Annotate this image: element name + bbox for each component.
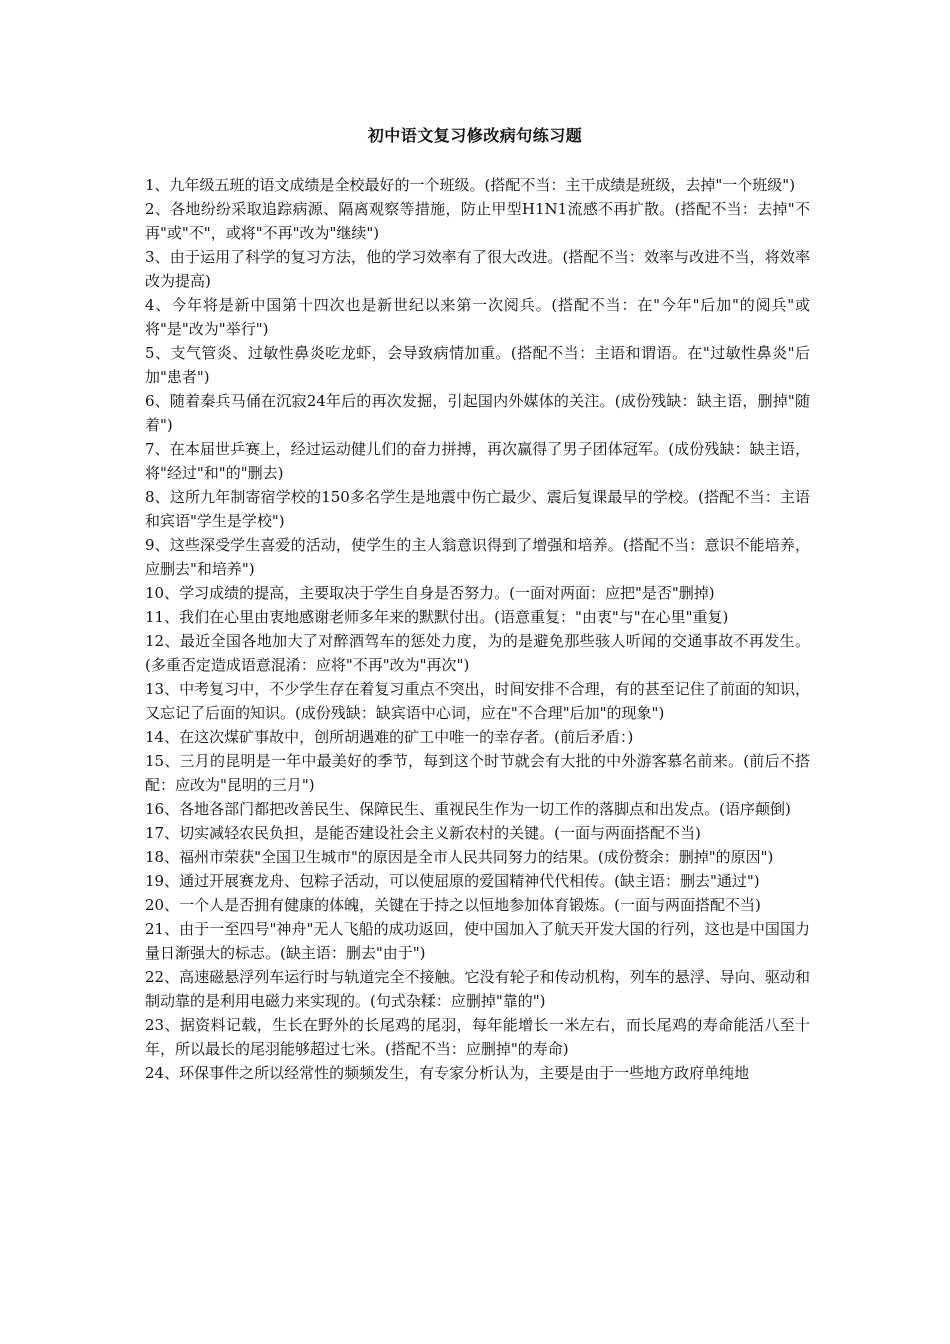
document-title: 初中语文复习修改病句练习题 (367, 126, 583, 145)
exercise-item: 19、通过开展赛龙舟、包粽子活动，可以使屈原的爱国精神代代相传。(缺主语：删去"通过") (145, 872, 760, 890)
exercise-item: 20、一个人是否拥有健康的体魄，关键在于持之以恒地参加体育锻炼。(一面与两面搭配不当) (145, 896, 761, 914)
exercise-item: 2、各地纷纷采取追踪病源、隔离观察等措施，防止甲型H1N1流感不再扩散。(搭配不当：去掉"不再"或"不"，或将"不再"改为"继续") (145, 200, 810, 242)
exercise-item: 17、切实减轻农民负担，是能否建设社会主义新农村的关键。(一面与两面搭配不当) (145, 824, 701, 842)
exercise-item: 16、各地各部门都把改善民生、保障民生、重视民生作为一切工作的落脚点和出发点。(语序颠倒) (145, 800, 791, 818)
exercise-item: 7、在本届世乒赛上，经过运动健儿们的奋力拼搏，再次赢得了男子团体冠军。(成份残缺：缺主语，将"经过"和"的"删去) (145, 440, 810, 482)
exercise-item: 18、福州市荣获"全国卫生城市"的原因是全市人民共同努力的结果。(成份赘余：删掉"的原因") (145, 848, 774, 866)
exercise-item: 15、三月的昆明是一年中最美好的季节，每到这个时节就会有大批的中外游客慕名前来。(前后不搭配：应改为"昆明的三月") (145, 752, 810, 794)
exercise-item: 1、九年级五班的语文成绩是全校最好的一个班级。(搭配不当：主干成绩是班级，去掉"一个班级") (145, 176, 796, 194)
exercise-item: 6、随着秦兵马俑在沉寂24年后的再次发掘，引起国内外媒体的关注。(成份残缺：缺主语，删掉"随着") (145, 392, 810, 434)
exercise-item: 12、最近全国各地加大了对醉酒驾车的惩处力度，为的是避免那些骇人听闻的交通事故不再发生。(多重否定造成语意混淆：应将"不再"改为"再次") (145, 632, 810, 674)
exercise-item: 10、学习成绩的提高，主要取决于学生自身是否努力。(一面对两面：应把"是否"删掉) (145, 584, 715, 602)
exercise-item: 23、据资料记载，生长在野外的长尾鸡的尾羽，每年能增长一米左右，而长尾鸡的寿命能活八至十年，所以最长的尾羽能够超过七米。(搭配不当：应删掉"的寿命) (145, 1016, 810, 1058)
exercise-item: 4、今年将是新中国第十四次也是新世纪以来第一次阅兵。(搭配不当：在"今年"后加"的阅兵"或将"是"改为"举行") (145, 296, 810, 338)
exercise-item: 5、支气管炎、过敏性鼻炎吃龙虾，会导致病情加重。(搭配不当：主语和谓语。在"过敏性鼻炎"后加"患者") (145, 344, 810, 386)
exercise-item: 8、这所九年制寄宿学校的150多名学生是地震中伤亡最少、震后复课最早的学校。(搭配不当：主语和宾语"学生是学校") (145, 488, 810, 530)
exercise-item: 14、在这次煤矿事故中，创所胡遇难的矿工中唯一的幸存者。(前后矛盾：) (145, 728, 634, 746)
exercise-item: 21、由于一至四号"神舟"无人飞船的成功返回，使中国加入了航天开发大国的行列，这也是中国国力量日渐强大的标志。(缺主语：删去"由于") (145, 920, 810, 962)
exercise-item: 3、由于运用了科学的复习方法，他的学习效率有了很大改进。(搭配不当：效率与改进不当，将效率改为提高) (145, 248, 810, 290)
exercise-item: 9、这些深受学生喜爱的活动，使学生的主人翁意识得到了增强和培养。(搭配不当：意识不能培养，应删去"和培养") (145, 536, 810, 578)
exercise-list (145, 173, 810, 1085)
exercise-item: 24、环保事件之所以经常性的频频发生，有专家分析认为，主要是由于一些地方政府单纯地 (145, 1064, 750, 1082)
exercise-item: 22、高速磁悬浮列车运行时与轨道完全不接触。它没有轮子和传动机构，列车的悬浮、导向、驱动和制动靠的是利用电磁力来实现的。(句式杂糅：应删掉"靠的") (145, 968, 810, 1010)
exercise-item: 11、我们在心里由衷地感谢老师多年来的默默付出。(语意重复："由衷"与"在心里"重复) (145, 608, 729, 626)
exercise-item: 13、中考复习中，不少学生存在着复习重点不突出，时间安排不合理，有的甚至记住了前面的知识，又忘记了后面的知识。(成份残缺：缺宾语中心词，应在"不合理"后加"的现象") (145, 680, 810, 722)
